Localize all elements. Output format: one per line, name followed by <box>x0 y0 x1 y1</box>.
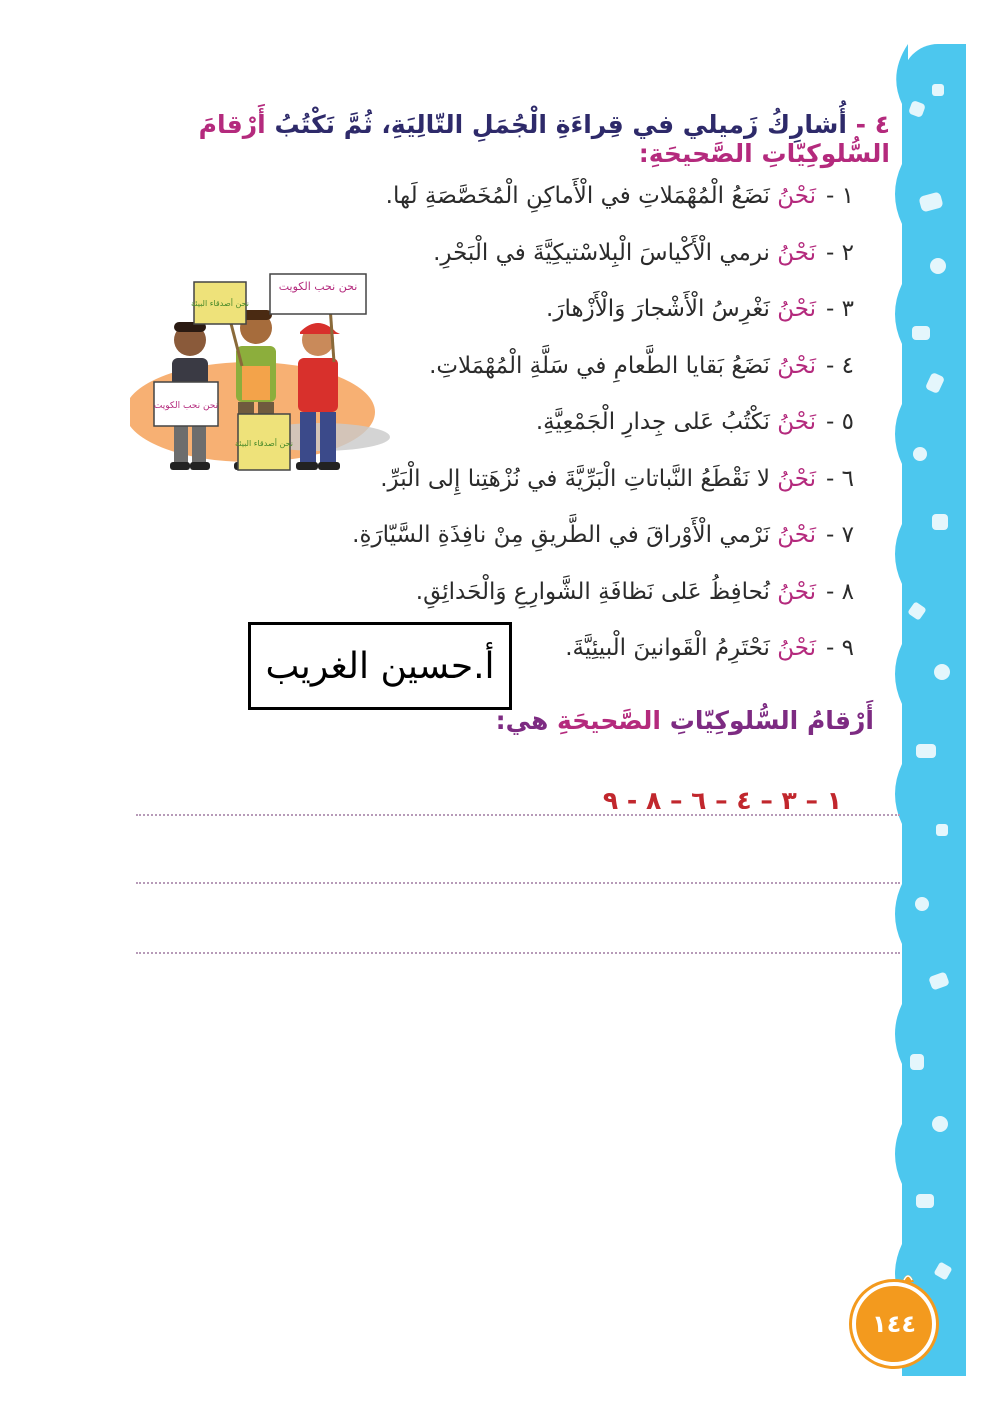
sentence-number: ٤ - <box>826 352 854 379</box>
sentence-subject: نَحْنُ <box>777 409 817 435</box>
sentence-number: ٦ - <box>826 465 854 492</box>
children-with-signs-illustration <box>130 262 400 482</box>
sign-top-left <box>191 282 249 324</box>
strip-shapes <box>902 44 966 1376</box>
sentence-item <box>334 394 854 451</box>
page-number: ١٤٤ <box>852 1282 936 1366</box>
instruction-highlight: أَرْقامَ السُّلوكِيّاتِ الصَّحيحَةِ: <box>198 110 890 168</box>
answer-label-highlight: الصَّحيحَةِ <box>557 706 661 735</box>
sentence-text: نَرْمي الْأَوْراقَ في الطَّريقِ مِنْ نافِذَةِ السَّيّارَةِ. <box>352 522 770 548</box>
sentence-number: ٨ - <box>826 578 854 605</box>
sentence-item <box>334 507 854 564</box>
sign-top-left-text: نحن أصدقاء البيئة <box>191 299 249 308</box>
sentence-text: نَضَعُ بَقايا الطَّعامِ في سَلَّةِ الْمُهْمَلاتِ. <box>429 352 770 379</box>
answer-label-suffix: هي: <box>495 706 549 735</box>
sentence-text: لا نَقْطَعُ النَّباتاتِ الْبَرِّيَّةَ في نُزْهَتِنا إِلى الْبَرِّ. <box>380 465 770 492</box>
answer-label <box>496 706 874 735</box>
sentence-subject: نَحْنُ <box>777 465 817 492</box>
sentence-subject: نَحْنُ <box>777 239 817 266</box>
teacher-name-box: أ.حسين الغريب <box>248 622 512 710</box>
sentence-item <box>334 281 854 338</box>
sentence-subject: نَحْنُ <box>777 296 817 322</box>
sign-top-right <box>270 274 366 314</box>
sentence-number: ١ - <box>826 183 854 209</box>
sentence-number: ٧ - <box>826 522 854 548</box>
sentence-number: ٥ - <box>826 409 854 435</box>
sentence-text: نرمي الْأَكْياسَ الْبِلاسْتيكِيَّةَ في الْبَحْرِ. <box>433 239 770 266</box>
sentence-subject: نَحْنُ <box>777 183 817 209</box>
sign-bottom-middle-text: نحن أصدقاء البيئة <box>235 439 293 448</box>
sentence-text: نَضَعُ الْمُهْمَلاتِ في الْأَماكِنِ الْمُخَصَّصَةِ لَها. <box>385 183 770 209</box>
sign-bottom-left-text: نحن نحب الكويت <box>153 401 219 411</box>
sentence-list <box>334 168 854 677</box>
sentence-item <box>334 225 854 282</box>
answer-label-text: أَرْقامُ السُّلوكِيّاتِ <box>669 706 874 735</box>
sentence-text: نُحافِظُ عَلى نَظافَةِ الشَّوارِعِ وَالْحَدائِقِ. <box>415 578 770 605</box>
sentence-text: نَكْتُبُ عَلى جِدارِ الْجَمْعِيَّةِ. <box>535 409 770 435</box>
sentence-subject: نَحْنُ <box>777 522 817 548</box>
sentence-subject: نَحْنُ <box>777 352 817 379</box>
sentence-item <box>334 564 854 621</box>
sentence-item <box>334 168 854 225</box>
answer-line <box>136 814 900 816</box>
sign-bottom-middle <box>235 414 293 470</box>
exercise-number: ٤ - <box>855 110 890 139</box>
sentence-item <box>334 338 854 395</box>
sentence-number: ٩ - <box>826 635 854 661</box>
sentence-subject: نَحْنُ <box>777 578 817 605</box>
sentence-text: نَغْرِسُ الْأَشْجارَ وَالْأَزْهارَ. <box>546 296 770 322</box>
instruction-text: أُشارِكُ زَميلي في قِراءَةِ الْجُمَلِ التّالِيَةِ، ثُمَّ نَكْتُبُ <box>274 110 847 139</box>
sentence-item <box>334 451 854 508</box>
strip-wave-edge <box>884 44 908 1376</box>
answer-line <box>136 952 900 954</box>
sentence-text: نَحْتَرِمُ الْقَوانينَ الْبيئِيَّةَ. <box>565 635 770 661</box>
answer-text: ١ – ٣ – ٤ – ٦ – ٨ - ٩ <box>602 786 842 815</box>
sign-bottom-left <box>154 382 218 426</box>
sign-top-right-text: نحن نحب الكويت <box>278 280 358 293</box>
exercise-instruction <box>150 110 890 168</box>
decorative-side-strip <box>902 44 966 1376</box>
answer-line <box>136 882 900 884</box>
sentence-number: ٢ - <box>826 239 854 266</box>
sentence-number: ٣ - <box>826 296 854 322</box>
sentence-subject: نَحْنُ <box>777 635 817 661</box>
